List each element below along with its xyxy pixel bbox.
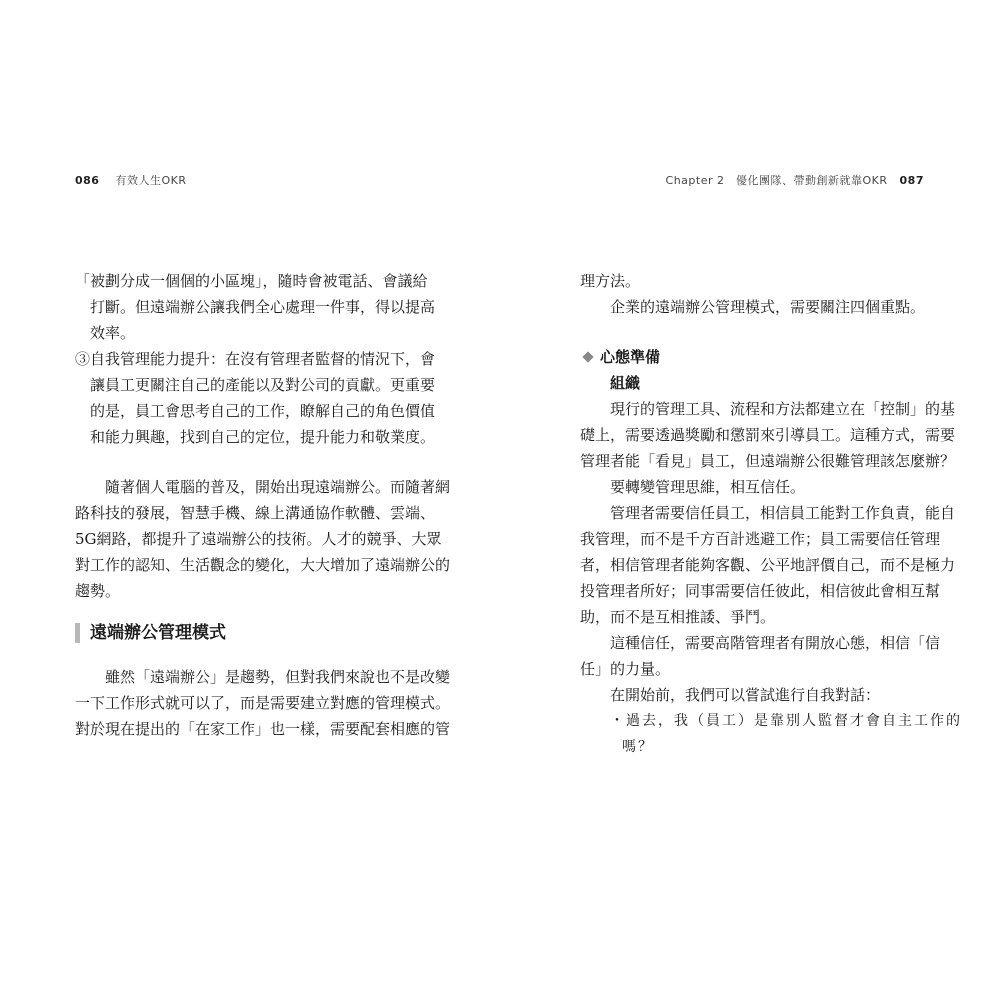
paragraph-first-line: 要轉變管理思維，相互信任。 — [610, 478, 806, 496]
text-line: 助，而不是互相推諉、爭鬥。 — [580, 608, 776, 626]
text-line: 「被劃分成一個個的小區塊」，隨時會被電話、會議給 — [75, 272, 428, 290]
text-line: 路科技的發展，智慧手機、線上溝通協作軟體、雲端、 — [75, 504, 436, 522]
text-line: 打斷。但遠端辦公讓我們全心處理一件事，得以提高 — [90, 298, 436, 316]
text-line: 礎上，需要透過獎勵和懲罰來引導員工。這種方式，需要 — [580, 426, 956, 444]
paragraph-first-line: 企業的遠端辦公管理模式，需要關注四個重點。 — [610, 298, 926, 316]
list-item-continuation: 嗎？ — [622, 739, 654, 755]
text-line: 我管理，而不是千方百計逃避工作；員工需要信任管理 — [580, 530, 941, 548]
text-line: 管理者能「看見」員工，但遠端辦公很難管理該怎麼辦？ — [580, 452, 956, 470]
text-line: 對於現在提出的「在家工作」也一樣，需要配套相應的管 — [75, 720, 451, 738]
list-item: ・過去，我（員工）是靠別人監督才會自主工作的 — [610, 713, 962, 729]
text-line: 趨勢。 — [75, 582, 121, 600]
section-title: 遠端辦公管理模式 — [90, 623, 226, 643]
text-line: 5G網路，都提升了遠端辦公的技術。人才的競爭、大眾 — [75, 530, 442, 548]
right-chapter-title: Chapter 2 優化團隊、帶動創新就靠OKR — [665, 174, 888, 187]
paragraph-first-line: 雖然「遠端辦公」是趨勢，但對我們來說也不是改變 — [105, 668, 451, 686]
paragraph-first-line: 這種信任，需要高階管理者有開放心態，相信「信 — [610, 634, 941, 652]
right-page-number: 087 — [899, 174, 924, 187]
section-heading — [75, 618, 420, 648]
paragraph-first-line: 在開始前，我們可以嘗試進行自我對話： — [610, 686, 881, 704]
section-bar-marker — [75, 623, 80, 643]
text-line: 理方法。 — [580, 272, 641, 290]
paragraph-first-line: 現行的管理工具、流程和方法都建立在「控制」的基 — [610, 400, 956, 418]
left-page-body — [75, 268, 451, 742]
text-line: 一下工作形式就可以了，而是需要建立對應的管理模式。 — [75, 694, 451, 712]
text-line: 者，相信管理者能夠客觀、公平地評價自己，而不是極力 — [580, 556, 956, 574]
text-line: 的是，員工會思考自己的工作，瞭解自己的角色價值 — [90, 402, 436, 420]
diamond-bullet-icon — [582, 351, 593, 362]
left-page-header — [75, 172, 186, 188]
subsection-heading — [580, 344, 925, 370]
text-line: 效率。 — [90, 324, 136, 342]
text-line: 對工作的認知、生活觀念的變化，大大增加了遠端辦公的 — [75, 556, 451, 574]
left-page-number: 086 — [75, 174, 100, 187]
text-line: 和能力興趣，找到自己的定位，提升能力和敬業度。 — [90, 428, 436, 446]
subsection-title: 心態準備 — [600, 348, 661, 366]
right-page-header — [666, 172, 924, 188]
sub-subheading: 組織 — [610, 374, 641, 392]
list-item-3: ③自我管理能力提升：在沒有管理者監督的情況下，會 — [75, 350, 436, 368]
text-line: 任」的力量。 — [580, 660, 671, 678]
right-page-body — [580, 268, 962, 760]
paragraph-first-line: 管理者需要信任員工，相信員工能對工作負責，能自 — [610, 504, 956, 522]
text-line: 讓員工更關注自己的產能以及對公司的貢獻。更重要 — [90, 376, 436, 394]
paragraph-first-line: 隨著個人電腦的普及，開始出現遠端辦公。而隨著網 — [105, 478, 451, 496]
text-line: 投管理者所好；同事需要信任彼此，相信彼此會相互幫 — [580, 582, 941, 600]
left-book-title: 有效人生OKR — [115, 174, 187, 187]
